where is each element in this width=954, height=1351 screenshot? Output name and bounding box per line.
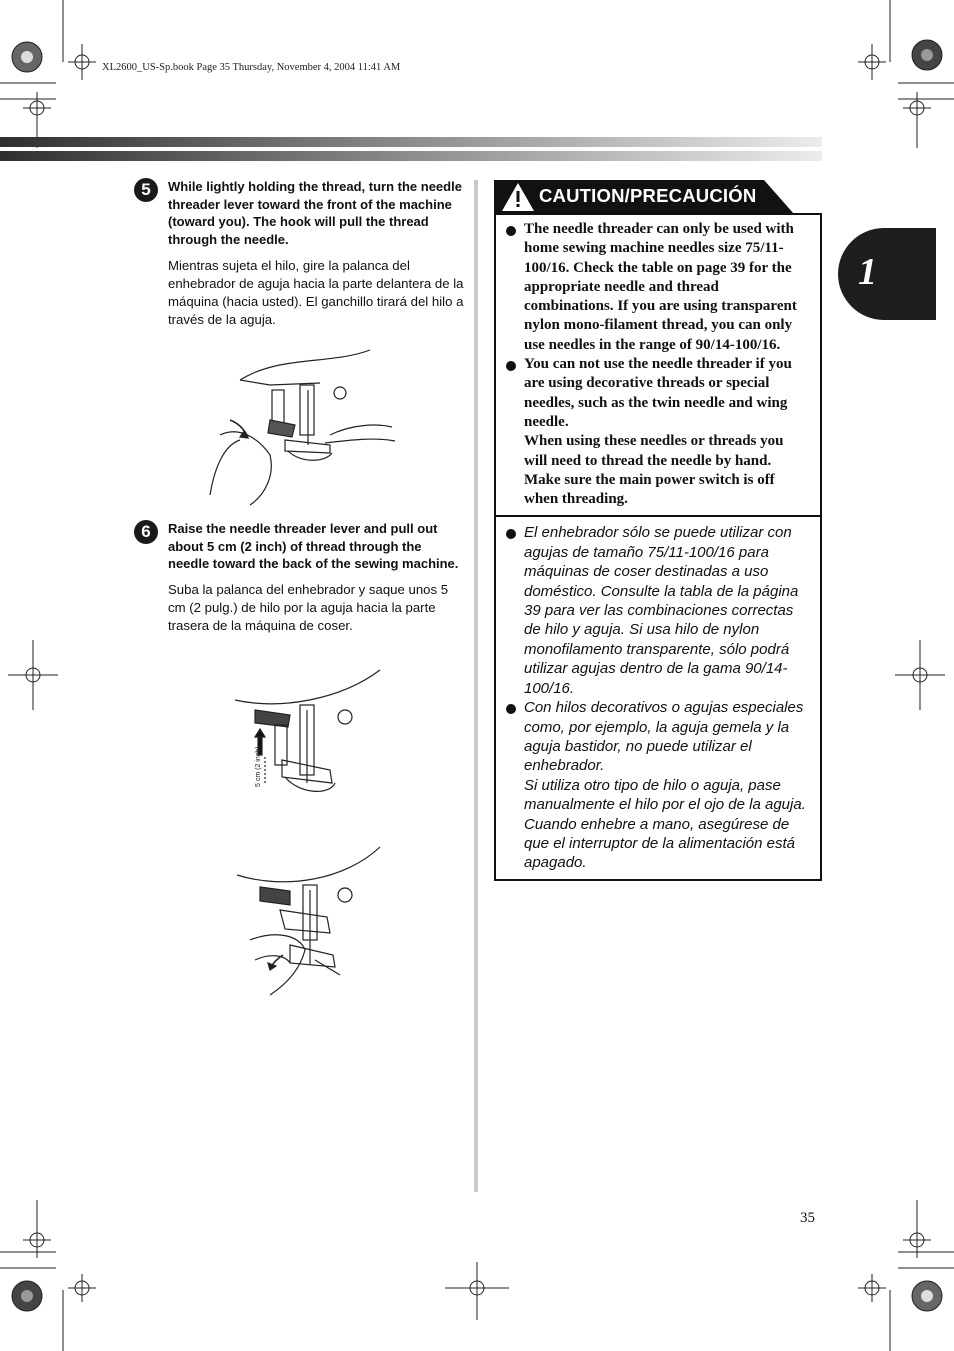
caution-item: Con hilos decorativos o agujas especiales como, por ejemplo, la aguja gemela y la aguja bastidor, no puede utilizar el enhebrador. Si utiliza otro tipo de hilo o aguja, pase manualmente el hilo por el ojo de la aguja. Cuando enhebre a mano, asegúrese de que el interruptor de la alimentación está apagado. [504, 698, 810, 873]
step-number: 6 [134, 520, 158, 544]
raise-lever-illustration [230, 665, 390, 800]
caution-english-section [496, 215, 820, 517]
threader-lever-illustration [200, 345, 400, 510]
figure-label: 5 cm (2 inch) [255, 746, 262, 787]
step-english-text: While lightly holding the thread, turn the needle threader lever toward the front of the machine (toward you). The hook will pull the thread through the needle. [168, 179, 462, 248]
pull-thread-illustration [235, 845, 390, 1000]
header-bar [0, 137, 822, 161]
step-spanish-text: Suba la palanca del enhebrador y saque unos 5 cm (2 pulg.) de hilo por la aguja hacia la parte trasera de la máquina de coser. [168, 582, 449, 634]
print-header: XL2600_US-Sp.book Page 35 Thursday, November 4, 2004 11:41 AM [102, 62, 401, 73]
caution-item: You can not use the needle threader if you are using decorative threads or special needles, such as the twin needle and wing needle. When using these needles or threads you will need to thread the needle by hand. Make sure the main power switch is off when threading. [504, 355, 810, 509]
caution-title: CAUTION/PRECAUCIÓN [539, 185, 757, 206]
caution-item: El enhebrador sólo se puede utilizar con agujas de tamaño 75/11-100/16 para máquinas de coser destinadas a uso doméstico. Consulte la tabla de la página 39 para ver las combinaciones correctas de hilo y aguja. Si usa hilo de nylon monofilamento transparente, sólo podrá utilizar agujas dentro de la gama 90/14-100/16. [504, 523, 810, 698]
chapter-tab [838, 228, 936, 320]
step-number: 5 [134, 178, 158, 202]
step-english-text: Raise the needle threader lever and pull out about 5 cm (2 inch) of thread through the needle toward the back of the sewing machine. [168, 521, 459, 572]
step-6 [134, 520, 464, 635]
step-spanish-text: Mientras sujeta el hilo, gire la palanca del enhebrador de aguja hacia la parte delantera de la máquina (hacia usted). El ganchillo tirará del hilo a través de la aguja. [168, 257, 464, 327]
column-divider [474, 180, 478, 1192]
caution-item: The needle threader can only be used with home sewing machine needles size 75/11-100/16. Check the table on page 39 for the appropriate needle and thread combinations. If you are using transparent nylon mono-filament thread, you can only use needles in the range of 90/14-100/16. [504, 220, 810, 355]
caution-box [494, 213, 822, 881]
page-number: 35 [800, 1210, 815, 1226]
step-5 [134, 178, 464, 329]
caution-spanish-section [496, 517, 820, 878]
chapter-number: 1 [858, 251, 877, 293]
